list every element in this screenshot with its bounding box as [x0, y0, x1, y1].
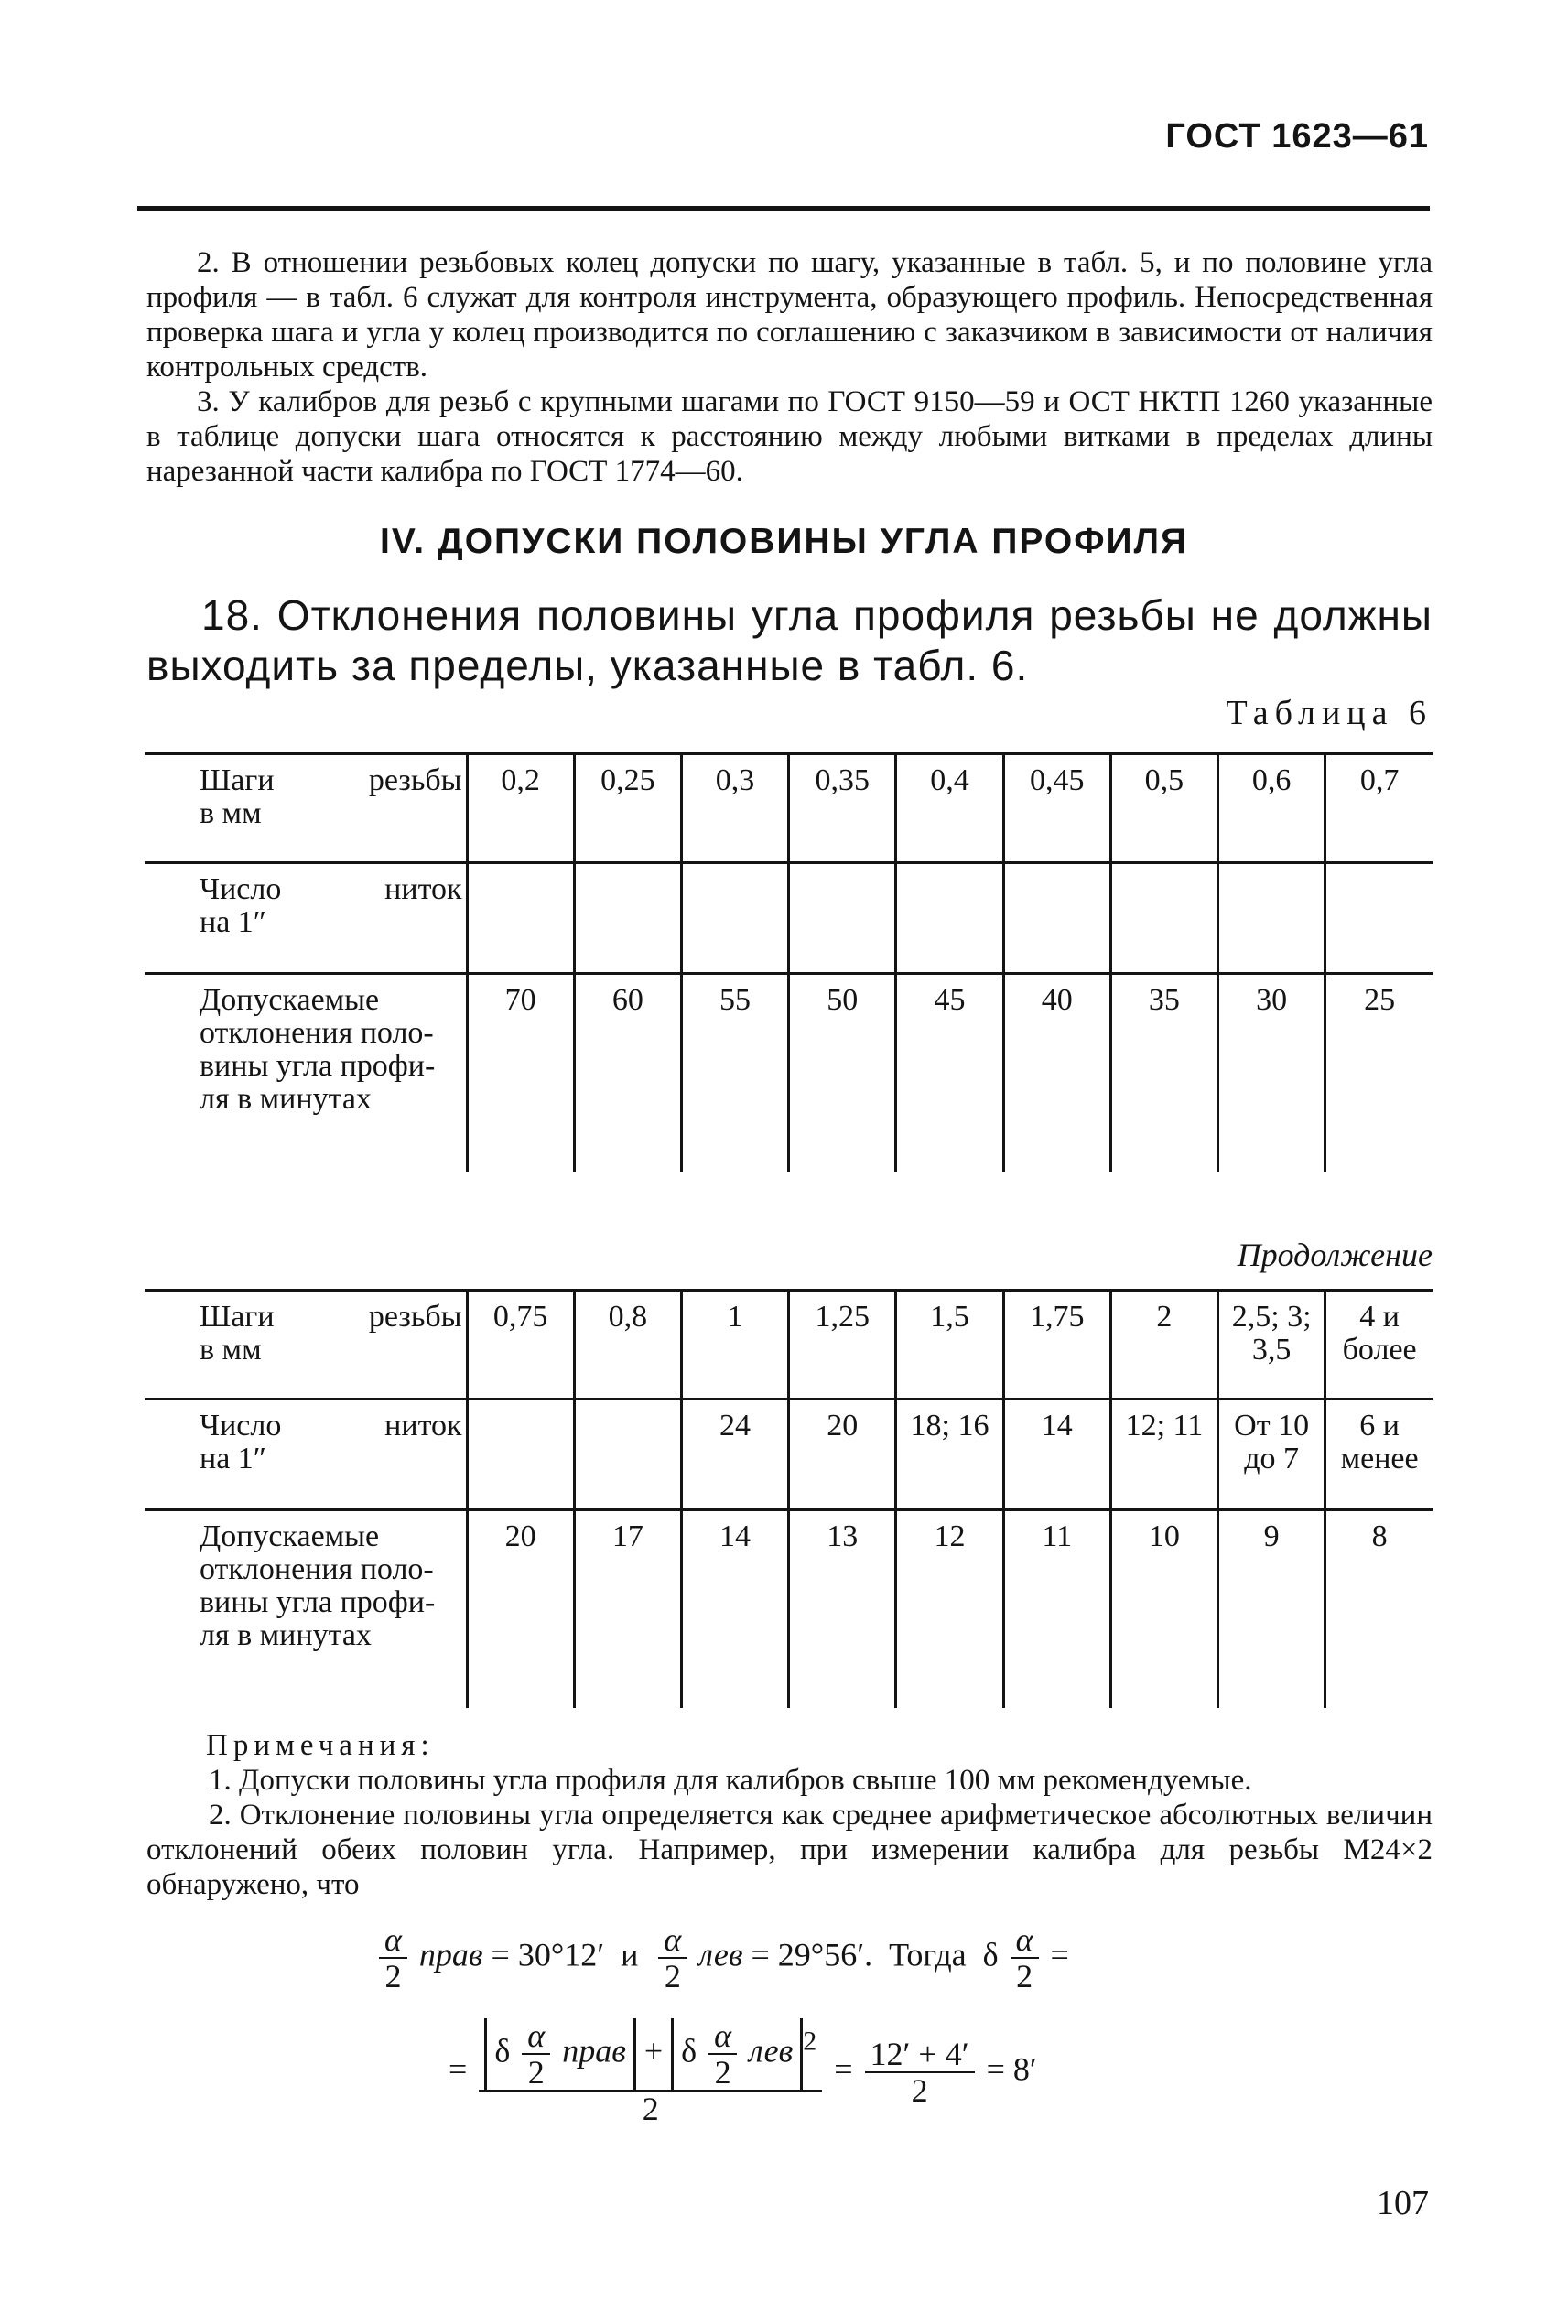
- table-cell: От 10 до 7: [1218, 1400, 1325, 1510]
- table-cell: [467, 1400, 574, 1510]
- table-cell: 0,45: [1003, 754, 1110, 863]
- row-label-threads-per-inch: Число ниток на 1″: [200, 872, 462, 939]
- table-cell: 0,8: [574, 1291, 681, 1400]
- table-cell: 20: [789, 1400, 896, 1510]
- abs-term-left: δ $\frac{\alpha}{2}$ лев: [671, 2018, 803, 2090]
- table-cell: [574, 1400, 681, 1510]
- table-cell: 13: [789, 1510, 896, 1709]
- row-label-pitch: Шаги резьбы в мм: [200, 1300, 462, 1367]
- table-cell: 0,75: [467, 1291, 574, 1400]
- table-cell: 25: [1325, 974, 1433, 1173]
- notes-heading: Примечания:: [206, 1729, 435, 1762]
- table-cell: 2: [1110, 1291, 1217, 1400]
- fraction-alpha-half: $\frac{\alpha}{2}$: [658, 1922, 687, 1994]
- fraction-numeric: $\frac{12' + 4'}{2}$: [865, 2037, 975, 2108]
- fraction-alpha-half: $\frac{\alpha}{2}$: [379, 1922, 407, 1994]
- table-cell: 35: [1110, 974, 1217, 1173]
- notes-block: [146, 1728, 1433, 1902]
- table-cell: 9: [1218, 1510, 1325, 1709]
- paragraph-18: 18. Отклонения половины угла профиля резьбы не должны выходить за пределы, указанные в табл. 6.: [146, 591, 1433, 689]
- table-cell: 70: [467, 974, 574, 1173]
- table-cell: 12; 11: [1110, 1400, 1217, 1510]
- table-cell: [574, 863, 681, 974]
- table-cell: 20: [467, 1510, 574, 1709]
- document-code-header: ГОСТ 1623—61: [1165, 117, 1429, 156]
- table-cell: 0,2: [467, 754, 574, 863]
- table-cell: 0,6: [1218, 754, 1325, 863]
- table-cell: 0,4: [896, 754, 1003, 863]
- table-cell: [1325, 863, 1433, 974]
- table-cell: 10: [1110, 1510, 1217, 1709]
- table-row: [145, 1291, 1433, 1400]
- tolerance-table-2: [145, 1289, 1433, 1708]
- formula-line-2: = δ $\frac{\alpha}{2}$ прав + δ $\frac{\alpha}{2}$ лев $^2$ 2 = $\frac{12' + 4'}{2}$ = 8′: [449, 2017, 1037, 2127]
- table-cell: 50: [789, 974, 896, 1173]
- table-cell: [467, 863, 574, 974]
- table-cell: [896, 863, 1003, 974]
- table-row: [145, 1400, 1433, 1510]
- row-label-deviation: Допускаемые отклонения поло- вины угла профи- ля в минутах: [200, 983, 436, 1116]
- table-cell: 17: [574, 1510, 681, 1709]
- table-row: [145, 974, 1433, 1173]
- table-cell: 0,35: [789, 754, 896, 863]
- header-rule: [137, 206, 1430, 211]
- table-cell: 8: [1325, 1510, 1433, 1709]
- table-continuation-label: Продолжение: [1237, 1237, 1433, 1273]
- table-cell: 55: [681, 974, 788, 1173]
- fraction-mean-deviation: δ $\frac{\alpha}{2}$ прав + δ $\frac{\alpha}{2}$ лев $^2$ 2: [479, 2018, 822, 2126]
- formula-line-1: $\frac{\alpha}{2}$ прав = 30°12′ и $\frac{\alpha}{2}$ лев = 29°56′. Тогда δ $\frac{\alpha}{2}$ =: [375, 1922, 1069, 1994]
- table-cell: 18; 16: [896, 1400, 1003, 1510]
- table-cell: [789, 863, 896, 974]
- table-cell: 14: [1003, 1400, 1110, 1510]
- table-row: [145, 754, 1433, 863]
- table-cell: 2,5; 3; 3,5: [1218, 1291, 1325, 1400]
- table-caption: Таблица 6: [1226, 694, 1433, 732]
- row-label-pitch: Шаги резьбы в мм: [200, 763, 462, 830]
- table-row: [145, 1510, 1433, 1709]
- table-cell: [1110, 863, 1217, 974]
- note-1: 1. Допуски половины угла профиля для калибров свыше 100 мм рекомендуемые.: [209, 1764, 1252, 1797]
- table-cell: 11: [1003, 1510, 1110, 1709]
- table-cell: 40: [1003, 974, 1110, 1173]
- table-cell: 60: [574, 974, 681, 1173]
- table-cell: [1218, 863, 1325, 974]
- table-cell: 0,7: [1325, 754, 1433, 863]
- table-cell: 0,25: [574, 754, 681, 863]
- table-cell: 6 и менее: [1325, 1400, 1433, 1510]
- paragraph-3: 3. У калибров для резьб с крупными шагами по ГОСТ 9150—59 и ОСТ НКТП 1260 указанные в таблице допуски шага относятся к расстоянию между любыми витками в пределах длины нарезанной части калибра по ГОСТ 1774—60.: [146, 385, 1433, 488]
- table-cell: 45: [896, 974, 1003, 1173]
- note-2: 2. Отклонение половины угла определяется как среднее арифметическое абсолютных величин отклонений обеих половин угла. Например, при измерении калибра для резьбы М24×2 обнаружено, что: [146, 1799, 1433, 1901]
- fraction-alpha-half: $\frac{\alpha}{2}$: [1011, 1922, 1039, 1994]
- table-row: [145, 863, 1433, 974]
- table-cell: 1,75: [1003, 1291, 1110, 1400]
- abs-term-right: δ $\frac{\alpha}{2}$ прав: [484, 2018, 636, 2090]
- row-label-threads-per-inch: Число ниток на 1″: [200, 1409, 462, 1475]
- table-cell: 12: [896, 1510, 1003, 1709]
- table-cell: [1003, 863, 1110, 974]
- paragraph-2: 2. В отношении резьбовых колец допуски по шагу, указанные в табл. 5, и по половине угла профиля — в табл. 6 служат для контроля инструмента, образующего профиль. Непосредственная проверка шага и угла у колец производится по соглашению с заказчиком в зависимости от наличия контрольных средств.: [146, 246, 1433, 384]
- tolerance-table-1: [145, 752, 1433, 1172]
- section-title: IV. ДОПУСКИ ПОЛОВИНЫ УГЛА ПРОФИЛЯ: [379, 522, 1188, 561]
- table-cell: 24: [681, 1400, 788, 1510]
- row-label-deviation: Допускаемые отклонения поло- вины угла профи- ля в минутах: [200, 1519, 436, 1652]
- table-cell: 1: [681, 1291, 788, 1400]
- table-cell: 1,25: [789, 1291, 896, 1400]
- table-cell: 4 и более: [1325, 1291, 1433, 1400]
- table-cell: 1,5: [896, 1291, 1003, 1400]
- table-cell: [681, 863, 788, 974]
- table-cell: 14: [681, 1510, 788, 1709]
- table-cell: 30: [1218, 974, 1325, 1173]
- page-number: 107: [1377, 2184, 1429, 2222]
- table-cell: 0,5: [1110, 754, 1217, 863]
- table-cell: 0,3: [681, 754, 788, 863]
